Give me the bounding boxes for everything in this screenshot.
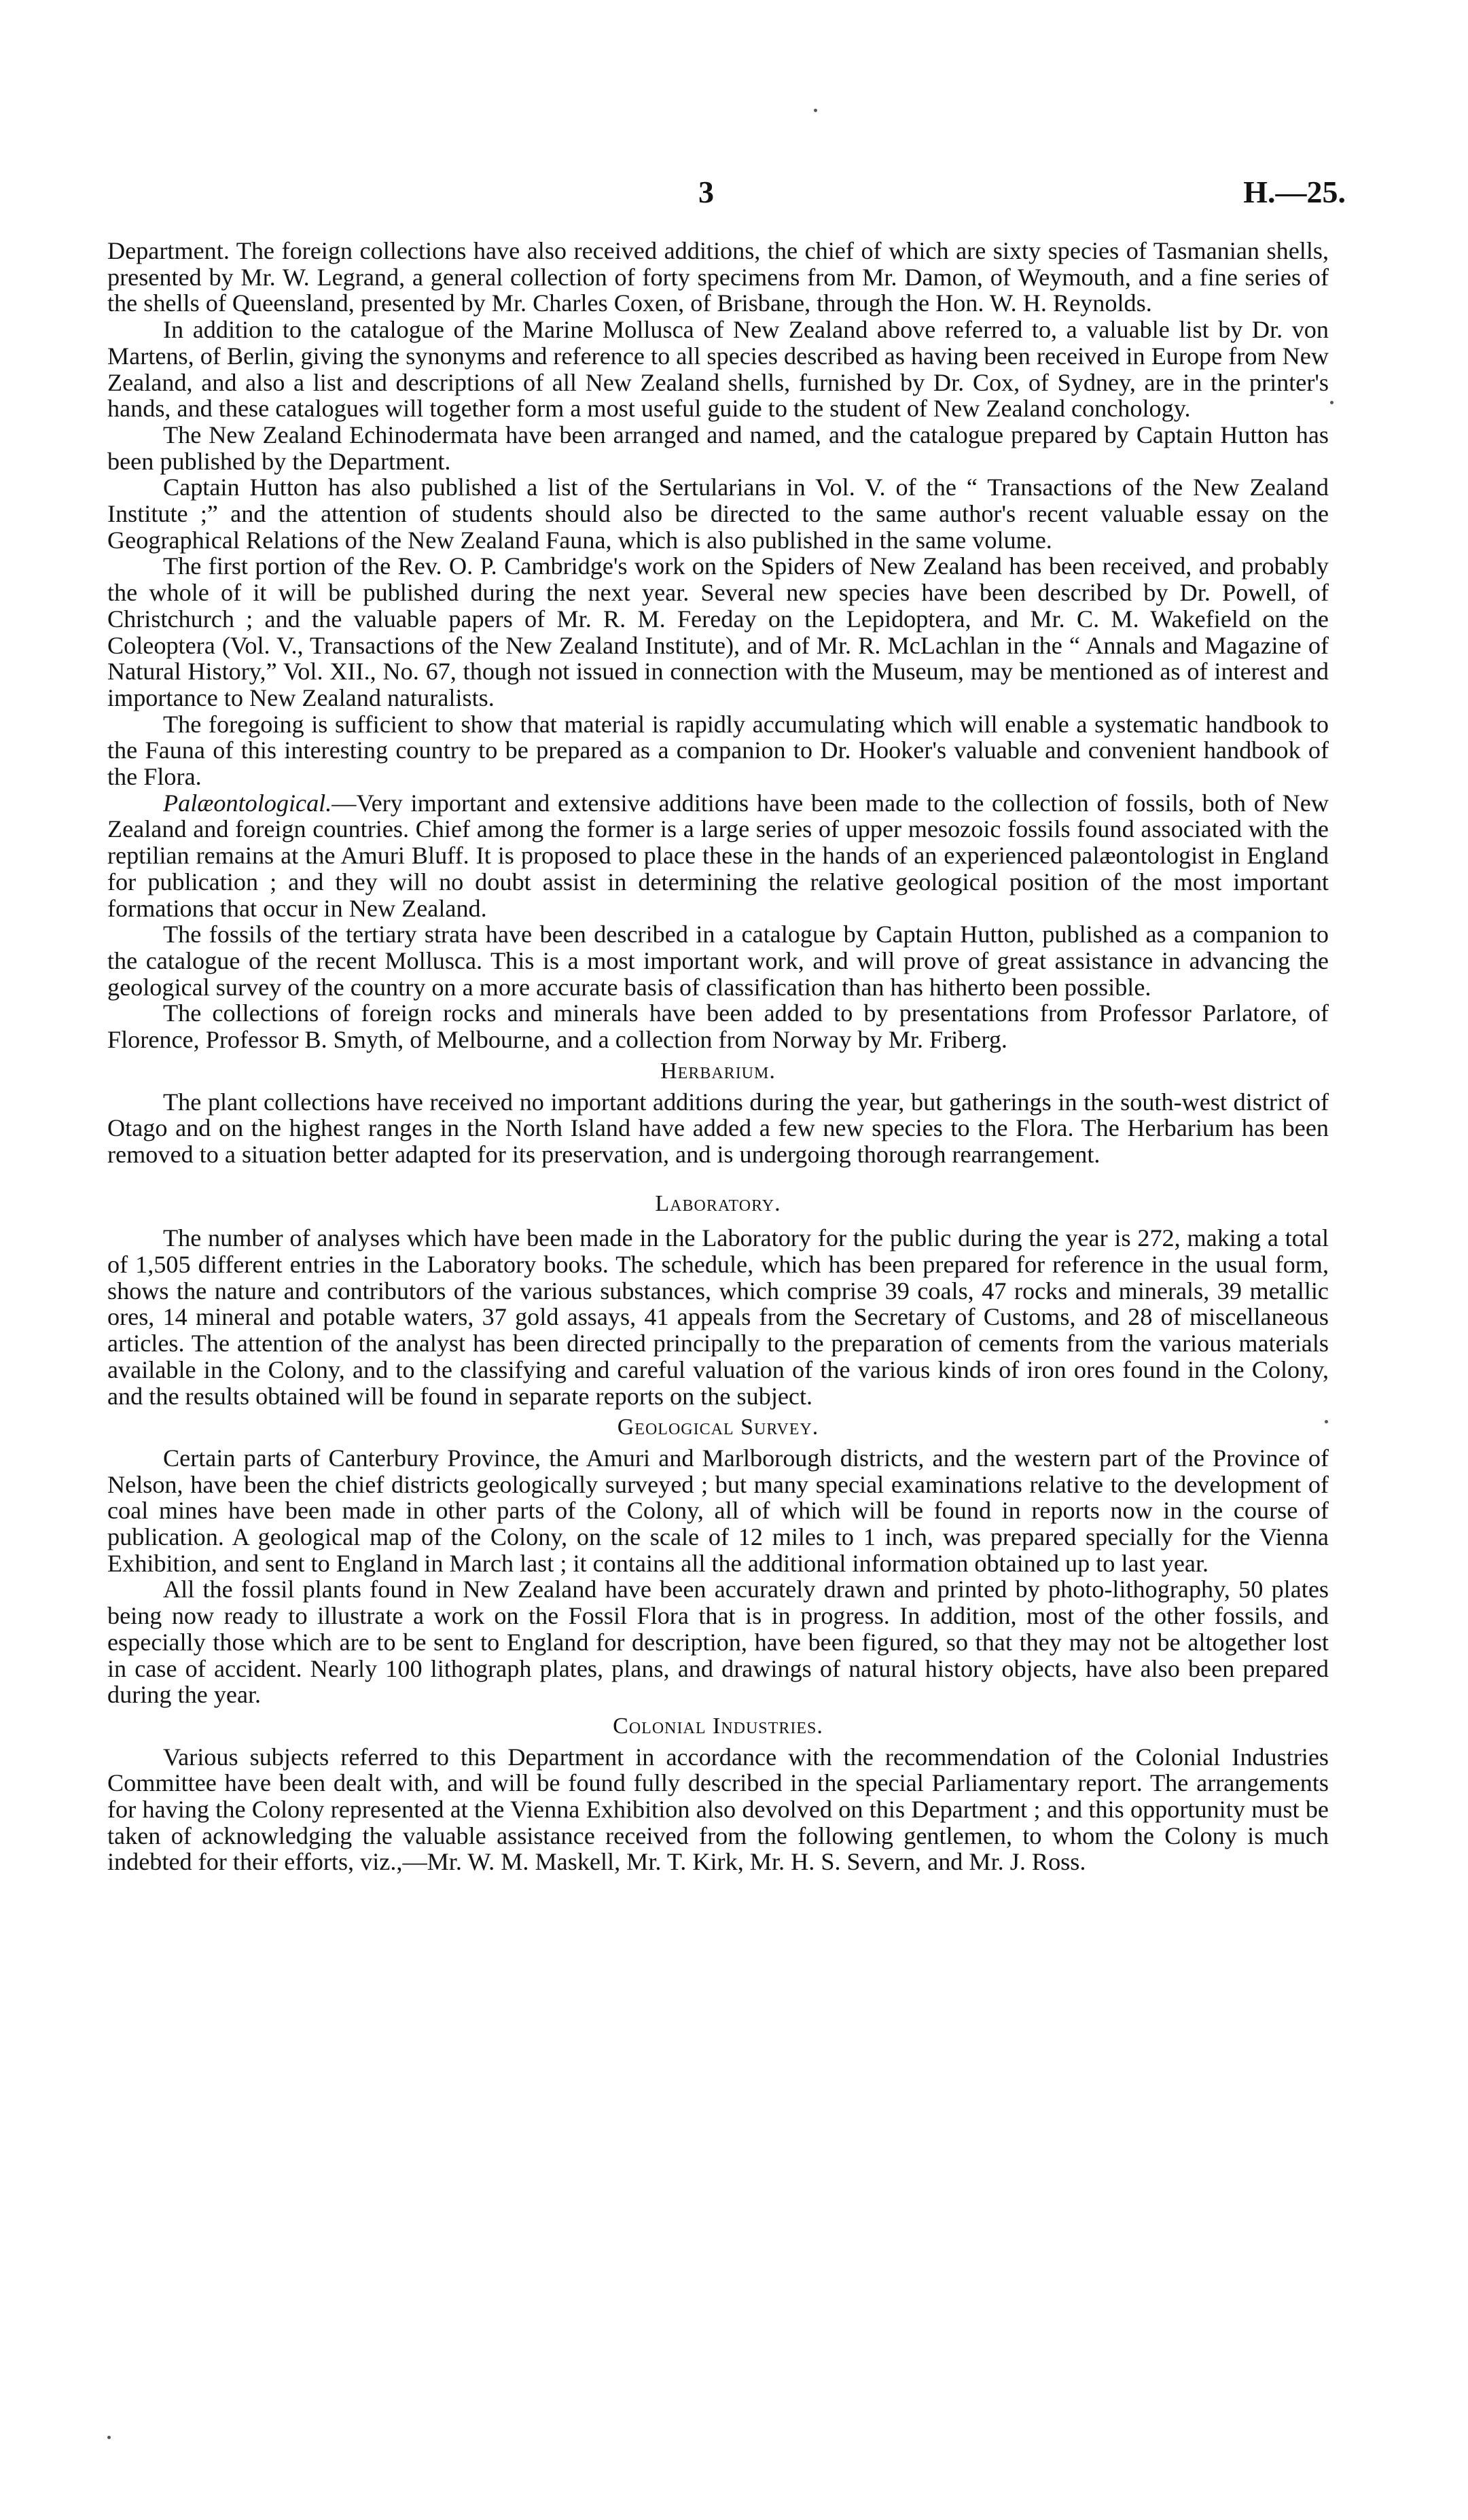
paragraph-foreign-collections: Department. The foreign collections have also received additions, the chief of which are sixty species of Tasmanian shells, presented by Mr. W. Legrand, a general collection of forty specimens from Mr. Damon, of Weymouth, and a fine series of the shells of Queensland, presented by Mr. Charles Coxen, of Brisbane, through the Hon. W. H. Reynolds. — [107, 237, 1329, 317]
speck-mark — [1325, 1420, 1328, 1423]
paragraph-sertularians: Captain Hutton has also published a list of the Sertularians in Vol. V. of the “ Transactions of the New Zealand Institute ;” and the attention of students should also be directed to the same author's recent valuable essay on the Geographical Relations of the New Zealand Fauna, which is also published in the same volume. — [107, 474, 1329, 554]
speck-mark — [814, 109, 817, 112]
heading-laboratory: Laboratory. — [655, 1190, 781, 1216]
heading-geological-survey: Geological Survey. — [617, 1415, 819, 1440]
page-header — [0, 171, 1468, 219]
palaeontological-text: —Very important and extensive additions have been made to the collection of fossils, both of New Zealand and foreign countries. Chief among the former is a large series of upper mesozoic fossils found associated with the reptilian remains at the Amuri Bluff. It is proposed to place these in the hands of an experienced palæontologist in England for publication ; and they will no doubt assist in determining the relative geological position of the most important formations that occur in New Zealand. — [107, 789, 1329, 922]
paragraph-tertiary-fossils: The fossils of the tertiary strata have been described in a catalogue by Captain Hutton, published as a companion to the catalogue of the recent Mollusca. This is a most important work, and will prove of great assistance in advancing the geological survey of the country on a more accurate basis of classification than has hitherto been possible. — [107, 921, 1329, 1001]
paragraph-fossil-plants: All the fossil plants found in New Zealand have been accurately drawn and printed by photo-lithography, 50 plates being now ready to illustrate a work on the Fossil Flora that is in progress. In addition, most of the other fossils, and especially those which are to be sent to England for description, have been figured, so that they may not be altogether lost in case of accident. Nearly 100 lithograph plates, plans, and drawings of natural history objects, have also been prepared during the year. — [107, 1576, 1329, 1709]
paragraph-colonial-industries: Various subjects referred to this Department in accordance with the recommendation of the Colonial Industries Committee have been dealt with, and will be found fully described in the special Parliamentary report. The arrangements for having the Colony represented at the Vienna Exhibition also devolved on this Department ; and this opportunity must be taken of acknowledging the valuable assistance received from the following gentlemen, to whom the Colony is much indebted for their efforts, viz.,—Mr. W. M. Maskell, Mr. T. Kirk, Mr. H. S. Severn, and Mr. J. Ross. — [107, 1743, 1329, 1876]
heading-colonial-industries: Colonial Industries. — [613, 1713, 823, 1739]
document-reference: H.—25. — [1243, 175, 1346, 209]
body-text — [107, 238, 1329, 1875]
heading-herbarium: Herbarium. — [660, 1058, 776, 1084]
paragraph-marine-mollusca: In addition to the catalogue of the Marine Mollusca of New Zealand above referred to, a valuable list by Dr. von Martens, of Berlin, giving the synonyms and reference to all species described as having been received in Europe from New Zealand, and also a list and descriptions of all New Zealand shells, furnished by Dr. Cox, of Sydney, are in the printer's hands, and these catalogues will together form a most useful guide to the student of New Zealand conchology. — [107, 316, 1329, 423]
speck-mark — [1330, 401, 1333, 404]
paragraph-echinodermata: The New Zealand Echinodermata have been arranged and named, and the catalogue prepared by Captain Hutton has been published by the Department. — [107, 421, 1329, 475]
speck-mark — [107, 2436, 111, 2439]
paragraph-geological-survey: Certain parts of Canterbury Province, the Amuri and Marlborough districts, and the western part of the Province of Nelson, have been the chief districts geologically surveyed ; but many special examinations relative to the development of coal mines have been made in other parts of the Colony, all of which will be found in reports now in the course of publication. A geological map of the Colony, on the scale of 12 miles to 1 inch, was prepared specially for the Vienna Exhibition, and sent to England in March last ; it contains all the additional information obtained up to last year. — [107, 1444, 1329, 1577]
paragraph-foreign-rocks: The collections of foreign rocks and minerals have been added to by presentations from Professor Parlatore, of Florence, Professor B. Smyth, of Melbourne, and a collection from Norway by Mr. Friberg. — [107, 999, 1329, 1054]
page-number: 3 — [698, 175, 714, 209]
paragraph-herbarium: The plant collections have received no important additions during the year, but gatherings in the south-west district of Otago and on the highest ranges in the North Island have added a few new species to the Flora. The Herbarium has been removed to a situation better adapted for its preservation, and is undergoing thorough rearrangement. — [107, 1088, 1329, 1168]
paragraph-fauna-handbook: The foregoing is sufficient to show that material is rapidly accumulating which will enable a systematic handbook to the Fauna of this interesting country to be prepared as a companion to Dr. Hooker's valuable and convenient handbook of the Flora. — [107, 710, 1329, 791]
paragraph-laboratory: The number of analyses which have been made in the Laboratory for the public during the year is 272, making a total of 1,505 different entries in the Laboratory books. The schedule, which has been prepared for reference in the usual form, shows the nature and contributors of the various substances, which comprise 39 coals, 47 rocks and minerals, 39 metallic ores, 14 mineral and potable waters, 37 gold assays, 41 appeals from the Secretary of Customs, and 28 of miscellaneous articles. The attention of the analyst has been directed principally to the preparation of cements from the various materials available in the Colony, and to the classifying and careful valuation of the various kinds of iron ores found in the Colony, and the results obtained will be found in separate reports on the subject. — [107, 1224, 1329, 1410]
palaeontological-lead: Palæontological. — [163, 789, 332, 817]
paragraph-palaeontological — [107, 790, 1329, 922]
paragraph-spiders: The first portion of the Rev. O. P. Cambridge's work on the Spiders of New Zealand has been received, and probably the whole of it will be published during the next year. Several new species have been described by Dr. Powell, of Christchurch ; and the valuable papers of Mr. R. M. Fereday on the Lepidoptera, and Mr. C. M. Wakefield on the Coleoptera (Vol. V., Transactions of the New Zealand Institute), and of Mr. R. McLachlan in the “ Annals and Magazine of Natural History,” Vol. XII., No. 67, though not issued in connection with the Museum, may be mentioned as of interest and importance to New Zealand naturalists. — [107, 552, 1329, 711]
